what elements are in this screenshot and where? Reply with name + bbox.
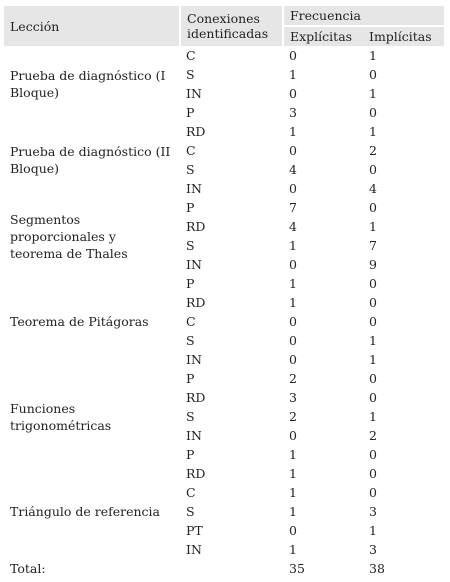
implicit-count: 0 xyxy=(369,371,377,386)
connection-code: RD xyxy=(186,390,206,405)
table-row xyxy=(4,369,444,388)
header-frequency: Frecuencia xyxy=(283,6,444,26)
implicit-count: 7 xyxy=(369,238,377,253)
lesson-name: Funciones trigonométricas xyxy=(10,400,112,433)
connection-code: P xyxy=(186,276,195,291)
explicit-count: 2 xyxy=(289,409,297,424)
implicit-count: 3 xyxy=(369,542,377,557)
connection-code: C xyxy=(186,48,196,63)
lesson-name: Prueba de diagnóstico (I Bloque) xyxy=(10,68,166,100)
connection-code: PT xyxy=(186,523,203,538)
implicit-count: 1 xyxy=(369,333,377,348)
explicit-count: 0 xyxy=(289,257,297,272)
implicit-count: 4 xyxy=(369,181,377,196)
explicit-count: 2 xyxy=(289,371,297,386)
lesson-name: Segmentos proporcionales y teorema de Thales xyxy=(10,211,128,261)
connection-code: IN xyxy=(186,86,202,101)
explicit-count: 4 xyxy=(289,219,297,234)
explicit-count: 0 xyxy=(289,314,297,329)
connection-code: P xyxy=(186,447,195,462)
implicit-count: 1 xyxy=(369,86,377,101)
table-row xyxy=(4,274,444,293)
explicit-count: 0 xyxy=(289,428,297,443)
lesson-name: Prueba de diagnóstico (II Bloque) xyxy=(10,144,171,176)
connection-code: S xyxy=(186,67,195,82)
explicit-count: 3 xyxy=(289,105,297,120)
total-label: Total: xyxy=(10,561,46,576)
connection-code: S xyxy=(186,504,195,519)
connection-code: RD xyxy=(186,295,206,310)
implicit-count: 1 xyxy=(369,352,377,367)
explicit-count: 0 xyxy=(289,352,297,367)
connection-code: S xyxy=(186,409,195,424)
explicit-count: 1 xyxy=(289,124,297,139)
implicit-count: 0 xyxy=(369,162,377,177)
explicit-count: 1 xyxy=(289,504,297,519)
lesson-name: Triángulo de referencia xyxy=(10,504,161,519)
table-row xyxy=(4,464,444,483)
implicit-count: 0 xyxy=(369,314,377,329)
connection-code: IN xyxy=(186,181,202,196)
explicit-count: 1 xyxy=(289,238,297,253)
header-lesson: Lección xyxy=(4,6,180,46)
implicit-count: 1 xyxy=(369,219,377,234)
implicit-count: 0 xyxy=(369,276,377,291)
implicit-count: 0 xyxy=(369,200,377,215)
connections-frequency-table xyxy=(4,6,444,578)
implicit-count: 0 xyxy=(369,390,377,405)
connection-code: RD xyxy=(186,219,206,234)
explicit-count: 0 xyxy=(289,523,297,538)
connection-code: P xyxy=(186,371,195,386)
header-explicit: Explícitas xyxy=(283,26,363,46)
connection-code: S xyxy=(186,333,195,348)
implicit-count: 2 xyxy=(369,428,377,443)
explicit-count: 0 xyxy=(289,143,297,158)
implicit-count: 0 xyxy=(369,485,377,500)
lesson-name: Teorema de Pitágoras xyxy=(10,314,149,329)
explicit-count: 1 xyxy=(289,67,297,82)
connection-code: C xyxy=(186,314,196,329)
explicit-count: 1 xyxy=(289,295,297,310)
explicit-count: 1 xyxy=(289,276,297,291)
implicit-count: 0 xyxy=(369,295,377,310)
total-explicit: 35 xyxy=(289,561,305,576)
connection-code: RD xyxy=(186,124,206,139)
explicit-count: 1 xyxy=(289,447,297,462)
connection-code: IN xyxy=(186,428,202,443)
implicit-count: 1 xyxy=(369,48,377,63)
table-header xyxy=(4,6,444,46)
implicit-count: 0 xyxy=(369,67,377,82)
explicit-count: 1 xyxy=(289,466,297,481)
explicit-count: 0 xyxy=(289,48,297,63)
explicit-count: 1 xyxy=(289,542,297,557)
implicit-count: 1 xyxy=(369,124,377,139)
explicit-count: 1 xyxy=(289,485,297,500)
connection-code: RD xyxy=(186,466,206,481)
implicit-count: 0 xyxy=(369,105,377,120)
connection-code: P xyxy=(186,105,195,120)
connection-code: S xyxy=(186,162,195,177)
implicit-count: 3 xyxy=(369,504,377,519)
total-connections xyxy=(180,559,283,578)
header-connections-label: Conexiones identificadas xyxy=(187,11,269,41)
explicit-count: 7 xyxy=(289,200,297,215)
implicit-count: 2 xyxy=(369,143,377,158)
connection-code: IN xyxy=(186,542,202,557)
explicit-count: 4 xyxy=(289,162,297,177)
connection-code: C xyxy=(186,485,196,500)
implicit-count: 9 xyxy=(369,257,377,272)
explicit-count: 3 xyxy=(289,390,297,405)
connection-code: C xyxy=(186,143,196,158)
explicit-count: 0 xyxy=(289,333,297,348)
total-row xyxy=(4,559,444,578)
connection-code: P xyxy=(186,200,195,215)
explicit-count: 0 xyxy=(289,86,297,101)
table-row xyxy=(4,198,444,217)
implicit-count: 1 xyxy=(369,523,377,538)
header-connections xyxy=(180,6,283,46)
table-row xyxy=(4,122,444,141)
table-row xyxy=(4,46,444,65)
implicit-count: 1 xyxy=(369,409,377,424)
implicit-count: 0 xyxy=(369,447,377,462)
implicit-count: 0 xyxy=(369,466,377,481)
total-implicit: 38 xyxy=(369,561,385,576)
connection-code: IN xyxy=(186,352,202,367)
explicit-count: 0 xyxy=(289,181,297,196)
connection-code: S xyxy=(186,238,195,253)
table-body xyxy=(4,46,444,578)
connection-code: IN xyxy=(186,257,202,272)
header-implicit: Implícitas xyxy=(363,26,444,46)
